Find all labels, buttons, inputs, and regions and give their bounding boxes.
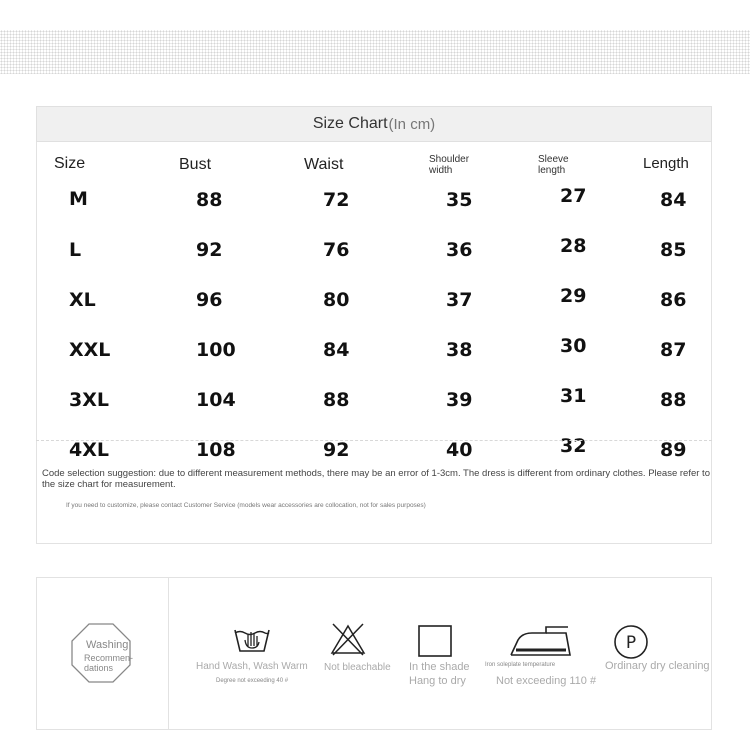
- header-shoulder-line2: width: [429, 165, 453, 176]
- row-m-sleeve: 27: [560, 185, 587, 207]
- row-xl-bust: 96: [196, 289, 223, 311]
- row-xxl-sleeve: 30: [560, 335, 587, 357]
- row-l-length: 85: [660, 239, 687, 261]
- header-bust: Bust: [179, 156, 212, 173]
- size-chart-title-bar: [36, 106, 712, 142]
- row-3xl-size: 3XL: [69, 389, 109, 411]
- row-xl-sleeve: 29: [560, 285, 587, 307]
- row-m-shoulder: 35: [446, 189, 473, 211]
- hand-wash-label: Hand Wash, Wash Warm: [196, 661, 308, 672]
- dry-clean-label: Ordinary dry cleaning: [605, 660, 710, 672]
- header-sleeve-line2: length: [538, 165, 566, 176]
- row-l-waist: 76: [323, 239, 350, 261]
- row-xxl-waist: 84: [323, 339, 350, 361]
- row-xxl-length: 87: [660, 339, 687, 361]
- header-waist: Waist: [304, 156, 344, 173]
- shade-dry-label2: Hang to dry: [409, 675, 466, 687]
- row-3xl-sleeve: 31: [560, 385, 587, 407]
- row-4xl-size: 4XL: [69, 439, 109, 461]
- row-4xl-sleeve: 32: [560, 435, 587, 457]
- customize-note: If you need to customize, please contact Customer Service (models wear accessories are collocation, not for sales purposes): [66, 502, 426, 509]
- row-m-size: M: [69, 188, 88, 210]
- row-l-shoulder: 36: [446, 239, 473, 261]
- header-sleeve-length: [538, 154, 569, 176]
- row-l-sleeve: 28: [560, 235, 587, 257]
- row-3xl-bust: 104: [196, 389, 236, 411]
- row-xxl-bust: 100: [196, 339, 236, 361]
- no-bleach-label: Not bleachable: [324, 662, 391, 673]
- header-shoulder-line1: Shoulder: [429, 154, 470, 165]
- iron-icon: [508, 624, 574, 658]
- measurement-note: Code selection suggestion: due to different measurement methods, there may be an error of 1-3cm. The dress is different from ordinary clothes. Please refer to the size chart for measurement.: [42, 468, 710, 490]
- svg-text:P: P: [625, 633, 637, 653]
- size-chart-unit: (In cm): [388, 115, 436, 133]
- row-4xl-length: 89: [660, 439, 687, 461]
- row-m-length: 84: [660, 189, 687, 211]
- row-4xl-waist: 92: [323, 439, 350, 461]
- row-l-bust: 92: [196, 239, 223, 261]
- row-xl-size: XL: [69, 289, 96, 311]
- header-length: Length: [643, 155, 689, 172]
- row-4xl-shoulder: 40: [446, 439, 473, 461]
- iron-temp-caption: Iron soleplate temperature: [485, 662, 556, 668]
- row-3xl-waist: 88: [323, 389, 350, 411]
- no-bleach-icon: [329, 622, 367, 656]
- washing-badge-line1: Washing: [86, 639, 129, 651]
- iron-label: Not exceeding 110 #: [496, 675, 597, 687]
- header-sleeve-line1: Sleeve: [538, 154, 569, 165]
- note-panel: [36, 440, 712, 544]
- row-l-size: L: [69, 239, 82, 261]
- row-xxl-size: XXL: [69, 339, 111, 361]
- shade-dry-label: In the shade: [409, 661, 470, 673]
- header-size: Size: [54, 155, 86, 172]
- row-m-bust: 88: [196, 189, 223, 211]
- row-3xl-length: 88: [660, 389, 687, 411]
- hand-wash-icon: [232, 624, 272, 654]
- row-xl-waist: 80: [323, 289, 350, 311]
- row-3xl-shoulder: 39: [446, 389, 473, 411]
- row-4xl-bust: 108: [196, 439, 236, 461]
- hand-wash-sublabel: Degree not exceeding 40 #: [216, 678, 289, 684]
- washing-divider: [168, 577, 169, 730]
- size-chart-title: Size Chart: [312, 115, 388, 132]
- dry-clean-icon: [613, 624, 649, 660]
- washing-badge-line2: Recommen-dations: [84, 653, 134, 673]
- row-xl-length: 86: [660, 289, 687, 311]
- row-xl-shoulder: 37: [446, 289, 473, 311]
- dotted-banner: [0, 30, 750, 74]
- row-xxl-shoulder: 38: [446, 339, 473, 361]
- row-m-waist: 72: [323, 189, 350, 211]
- header-shoulder-width: [429, 154, 469, 176]
- dry-in-shade-icon: [417, 624, 453, 658]
